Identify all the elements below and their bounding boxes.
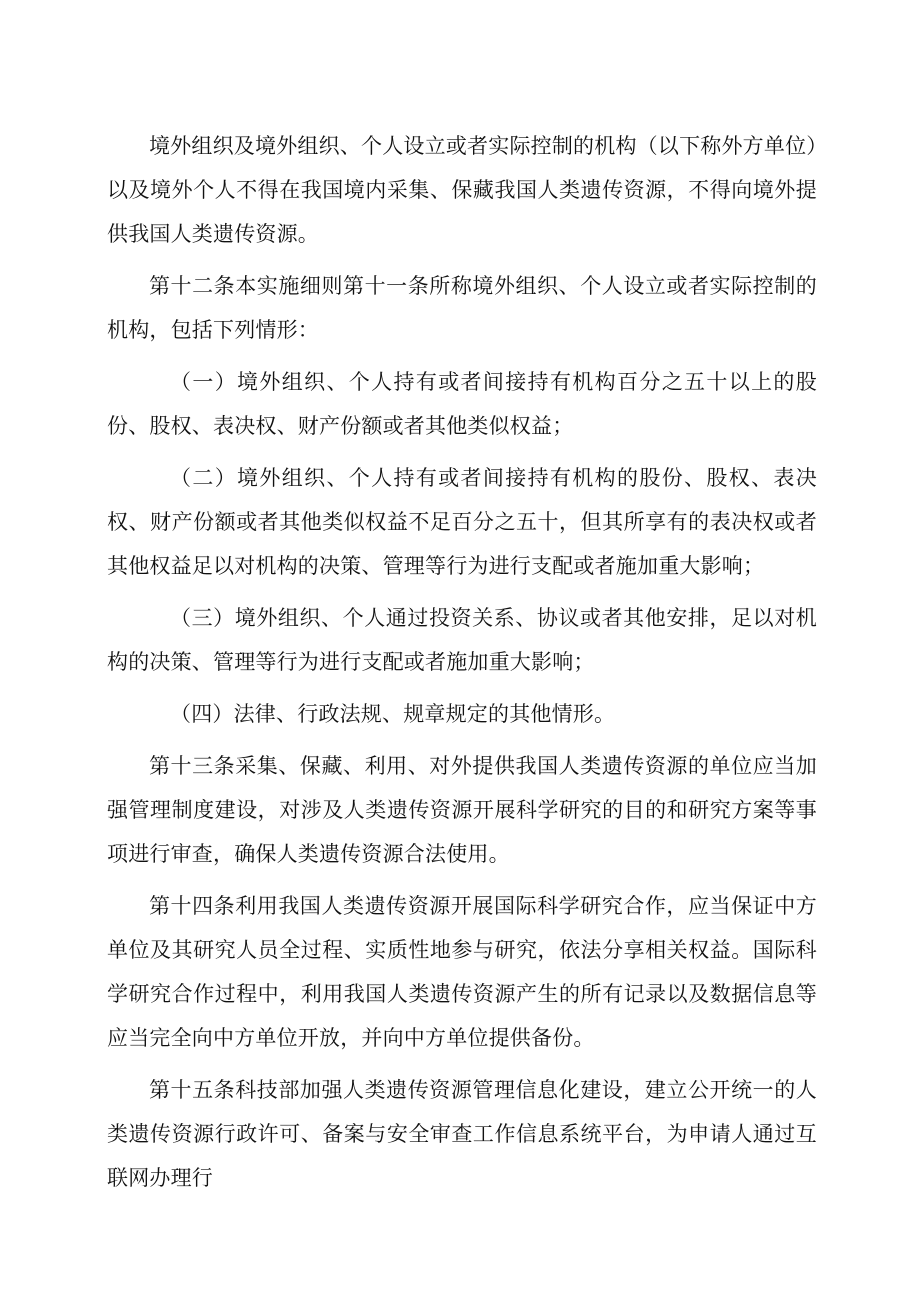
paragraph-article-15: 第十五条科技部加强人类遗传资源管理信息化建设，建立公开统一的人类遗传资源行政许可、备案与安全审查工作信息系统平台，为申请人通过互联网办理行 <box>107 1078 817 1190</box>
paragraph-article-12-item-2: （二）境外组织、个人持有或者间接持有机构的股份、股权、表决权、财产份额或者其他类似权益不足百分之五十，但其所享有的表决权或者其他权益足以对机构的决策、管理等行为进行支配或者施加重大影响； <box>107 466 817 578</box>
paragraph-article-13: 第十三条采集、保藏、利用、对外提供我国人类遗传资源的单位应当加强管理制度建设，对涉及人类遗传资源开展科学研究的目的和研究方案等事项进行审查，确保人类遗传资源合法使用。 <box>107 754 817 866</box>
paragraph-article-12-item-3: （三）境外组织、个人通过投资关系、协议或者其他安排，足以对机构的决策、管理等行为进行支配或者施加重大影响； <box>107 606 817 674</box>
document-body <box>107 124 817 1208</box>
paragraph-article-12: 第十二条本实施细则第十一条所称境外组织、个人设立或者实际控制的机构，包括下列情形： <box>107 274 817 342</box>
paragraph-article-14: 第十四条利用我国人类遗传资源开展国际科学研究合作，应当保证中方单位及其研究人员全过程、实质性地参与研究，依法分享相关权益。国际科学研究合作过程中，利用我国人类遗传资源产生的所有记录以及数据信息等应当完全向中方单位开放，并向中方单位提供备份。 <box>107 894 817 1050</box>
paragraph-article-12-item-4: （四）法律、行政法规、规章规定的其他情形。 <box>170 702 616 726</box>
paragraph-article-12-item-1: （一）境外组织、个人持有或者间接持有机构百分之五十以上的股份、股权、表决权、财产份额或者其他类似权益； <box>107 370 817 438</box>
paragraph-foreign-entity-restriction: 境外组织及境外组织、个人设立或者实际控制的机构（以下称外方单位）以及境外个人不得在我国境内采集、保藏我国人类遗传资源，不得向境外提供我国人类遗传资源。 <box>107 134 817 246</box>
